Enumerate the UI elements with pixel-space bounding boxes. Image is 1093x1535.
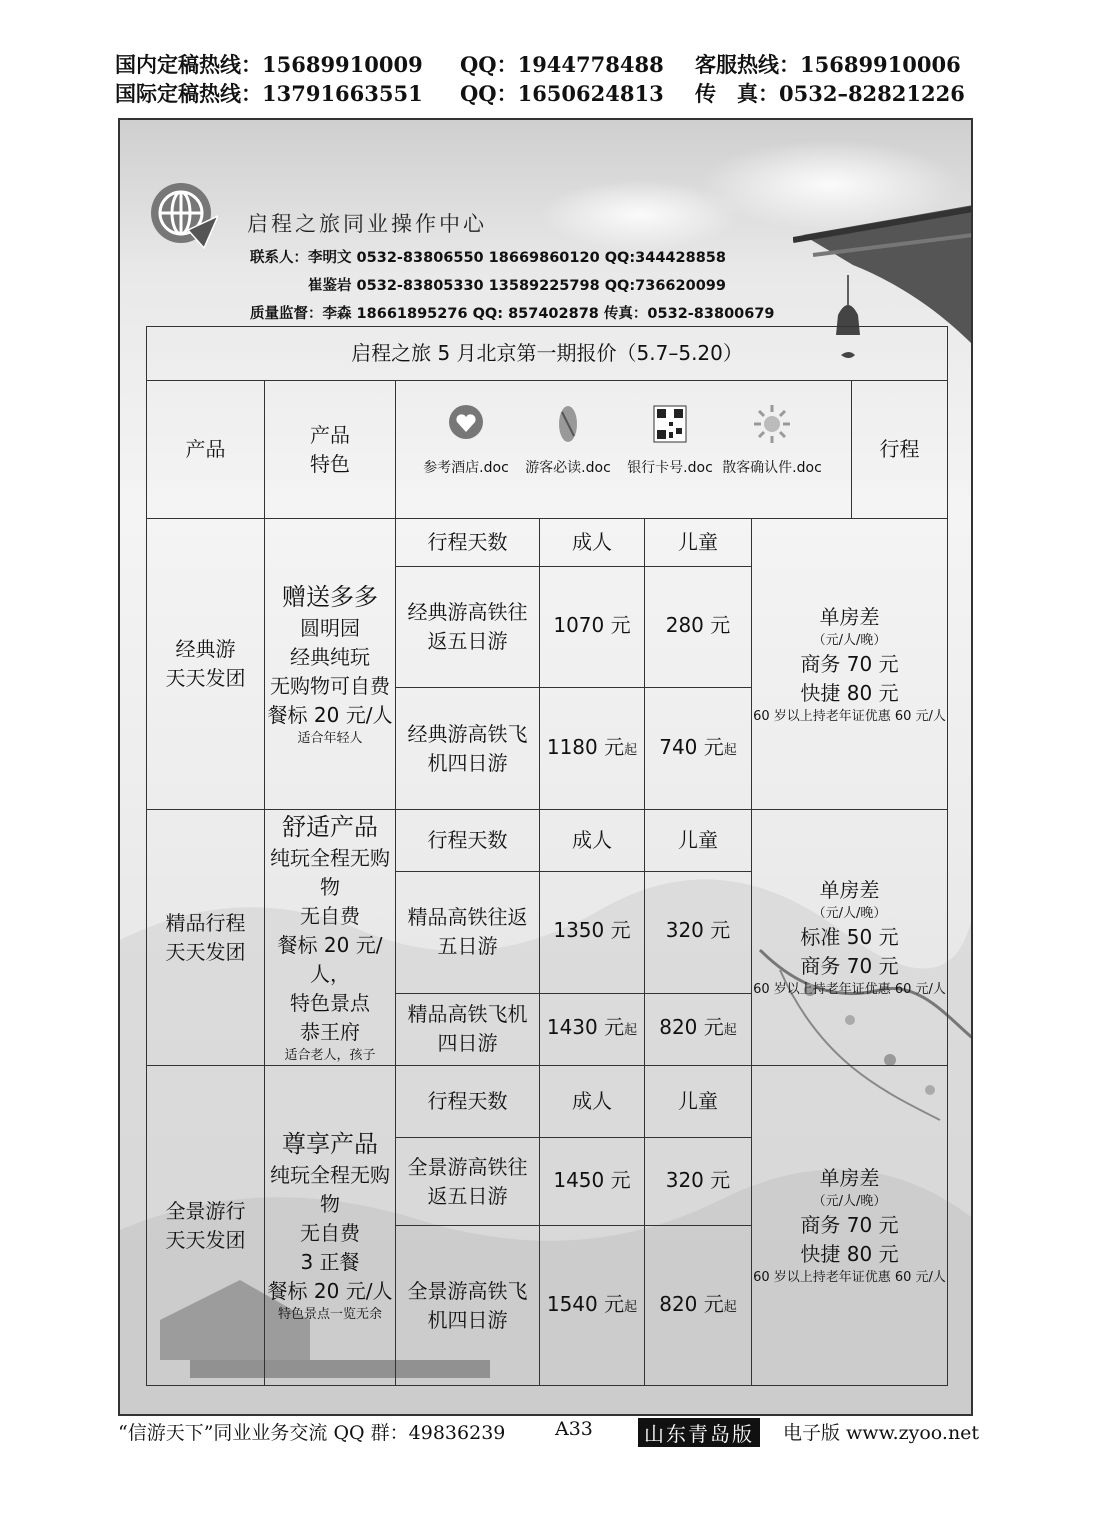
intl-qq: QQ：1650624813 <box>460 81 664 106</box>
globe-doc-icon <box>548 402 588 446</box>
page-footer <box>118 1416 978 1452</box>
intl-hotline: 国际定稿热线：13791663551 <box>115 81 423 106</box>
group-1-name: 经典游 天天发团 <box>147 519 265 810</box>
ad-panel <box>118 118 973 1416</box>
qr-code-icon <box>650 402 690 446</box>
col-days: 行程天数 <box>396 810 540 872</box>
col-adult: 成人 <box>540 519 645 567</box>
domestic-qq: QQ：1944778488 <box>460 52 664 77</box>
fax-number: 传 真：0532–82821226 <box>695 81 965 106</box>
col-child: 儿童 <box>645 1066 752 1138</box>
website[interactable]: 电子版 www.zyoo.net <box>783 1422 980 1444</box>
group-1-row-1-days: 经典游高铁往 返五日游 <box>396 567 540 688</box>
group-2-name: 精品行程 天天发团 <box>147 810 265 1066</box>
attachment-bank-card[interactable]: 银行卡号.doc <box>620 402 720 483</box>
group-2-features: 舒适产品 纯玩全程无购物 无自费 餐标 20 元/人， 特色景点 恭王府 适合老人，孩子 <box>265 810 396 1066</box>
group-1-row-2-days: 经典游高铁飞 机四日游 <box>396 688 540 810</box>
group-2-row-1-adult: 1350 元 <box>540 871 645 993</box>
edition-badge: 山东青岛版 <box>638 1418 760 1447</box>
table-title: 启程之旅 5 月北京第一期报价（5.7–5.20） <box>147 327 948 381</box>
service-hotline: 客服热线：15689910006 <box>695 52 961 77</box>
col-days: 行程天数 <box>396 1066 540 1138</box>
cloud-decoration <box>540 180 740 250</box>
group-1-row-2-child: 740 元起 <box>645 688 752 810</box>
group-2-row-2-child: 820 元起 <box>645 993 752 1065</box>
group-3-features: 尊享产品 纯玩全程无购物 无自费 3 正餐 餐标 20 元/人 特色景点一览无余 <box>265 1066 396 1386</box>
org-name: 启程之旅同业操作中心 <box>247 212 487 236</box>
group-3-row-1-adult: 1450 元 <box>540 1138 645 1226</box>
header-feature: 产品 特色 <box>265 381 396 519</box>
domestic-hotline: 国内定稿热线：15689910009 <box>115 52 423 77</box>
header-itinerary: 行程 <box>852 381 948 519</box>
group-3-row-1-days: 全景游高铁往 返五日游 <box>396 1138 540 1226</box>
hotline-header <box>115 50 975 108</box>
group-2-note: 单房差 （元/人/晚） 标准 50 元 商务 70 元 60 岁以上持老年证优惠 60 元/人 <box>752 810 948 1066</box>
contact-line-2: 崔鉴岩 0532-83805330 13589225798 QQ:736620099 <box>308 278 726 294</box>
group-2-row-1-child: 320 元 <box>645 871 752 993</box>
col-days: 行程天数 <box>396 519 540 567</box>
group-1-note: 单房差 （元/人/晚） 商务 70 元 快捷 80 元 60 岁以上持老年证优惠 60 元/人 <box>752 519 948 810</box>
group-1-features: 赠送多多 圆明园 经典纯玩 无购物可自费 餐标 20 元/人 适合年轻人 <box>265 519 396 810</box>
group-3-note: 单房差 （元/人/晚） 商务 70 元 快捷 80 元 60 岁以上持老年证优惠 60 元/人 <box>752 1066 948 1386</box>
group-3-row-2-days: 全景游高铁飞 机四日游 <box>396 1226 540 1386</box>
group-3-name: 全景游行 天天发团 <box>147 1066 265 1386</box>
col-child: 儿童 <box>645 810 752 872</box>
sun-doc-icon <box>752 402 792 446</box>
group-1-row-1-adult: 1070 元 <box>540 567 645 688</box>
col-child: 儿童 <box>645 519 752 567</box>
header-product: 产品 <box>147 381 265 519</box>
hotline-row-2 <box>115 79 975 108</box>
attachment-confirmation[interactable]: 散客确认件.doc <box>722 402 822 483</box>
col-adult: 成人 <box>540 1066 645 1138</box>
price-table <box>146 326 948 1386</box>
attachment-guide[interactable]: 游客必读.doc <box>518 402 618 483</box>
group-3-row-2-child: 820 元起 <box>645 1226 752 1386</box>
group-1-row-1-child: 280 元 <box>645 567 752 688</box>
hotline-row-1 <box>115 50 975 79</box>
globe-logo-icon <box>148 180 218 250</box>
group-2-row-2-days: 精品高铁飞机 四日游 <box>396 993 540 1065</box>
group-3-row-2-adult: 1540 元起 <box>540 1226 645 1386</box>
attachment-hotels[interactable]: 参考酒店.doc <box>416 402 516 483</box>
group-3-row-1-child: 320 元 <box>645 1138 752 1226</box>
contact-line-3: 质量监督：李森 18661895276 QQ: 857402878 传真：0532-83800679 <box>250 306 775 322</box>
col-adult: 成人 <box>540 810 645 872</box>
contact-line-1: 联系人：李明文 0532-83806550 18669860120 QQ:344428858 <box>250 250 726 266</box>
attachment-area <box>396 381 852 519</box>
qq-group: “信游天下”同业业务交流 QQ 群：49836239 <box>118 1422 506 1444</box>
page-number: A33 <box>555 1418 593 1440</box>
group-1-row-2-adult: 1180 元起 <box>540 688 645 810</box>
heart-doc-icon <box>446 402 486 446</box>
group-2-row-1-days: 精品高铁往返 五日游 <box>396 871 540 993</box>
group-2-row-2-adult: 1430 元起 <box>540 993 645 1065</box>
